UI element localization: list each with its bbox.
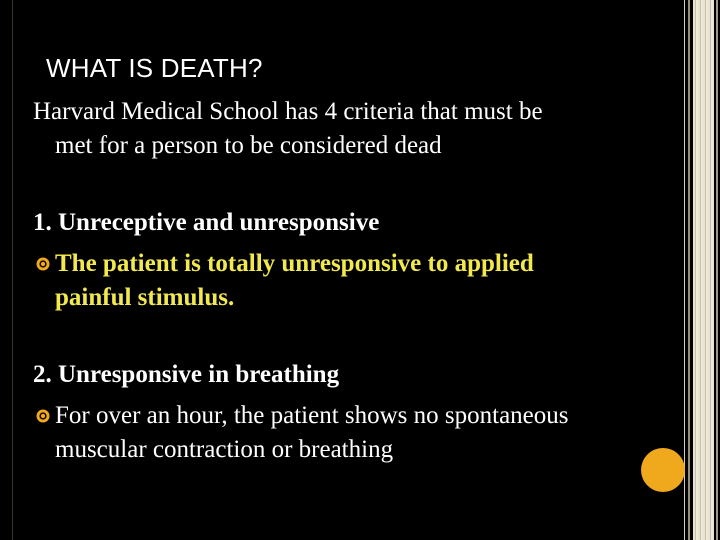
intro-text-line-1: Harvard Medical School has 4 criteria that must be bbox=[33, 98, 543, 125]
orange-circle-decoration bbox=[641, 448, 685, 492]
border-band bbox=[693, 0, 714, 540]
left-divider-line bbox=[12, 0, 13, 540]
criterion-1-bullet-line-2: painful stimulus. bbox=[55, 284, 235, 311]
intro-text-line-2: met for a person to be considered dead bbox=[55, 132, 442, 159]
border-line bbox=[716, 0, 718, 540]
gear-bullet-icon bbox=[35, 408, 51, 424]
criterion-2-bullet-line-1: For over an hour, the patient shows no spontaneous bbox=[55, 402, 569, 429]
criterion-2-bullet-line-2: muscular contraction or breathing bbox=[55, 436, 394, 463]
criterion-1-bullet-line-1: The patient is totally unresponsive to applied bbox=[55, 250, 534, 277]
criterion-1-heading: 1. Unreceptive and unresponsive bbox=[33, 209, 380, 236]
border-line bbox=[684, 0, 685, 540]
slide-title: WHAT IS DEATH? bbox=[46, 53, 263, 83]
criterion-2-heading: 2. Unresponsive in breathing bbox=[33, 361, 340, 388]
border-line bbox=[688, 0, 690, 540]
gear-bullet-icon bbox=[35, 256, 51, 272]
